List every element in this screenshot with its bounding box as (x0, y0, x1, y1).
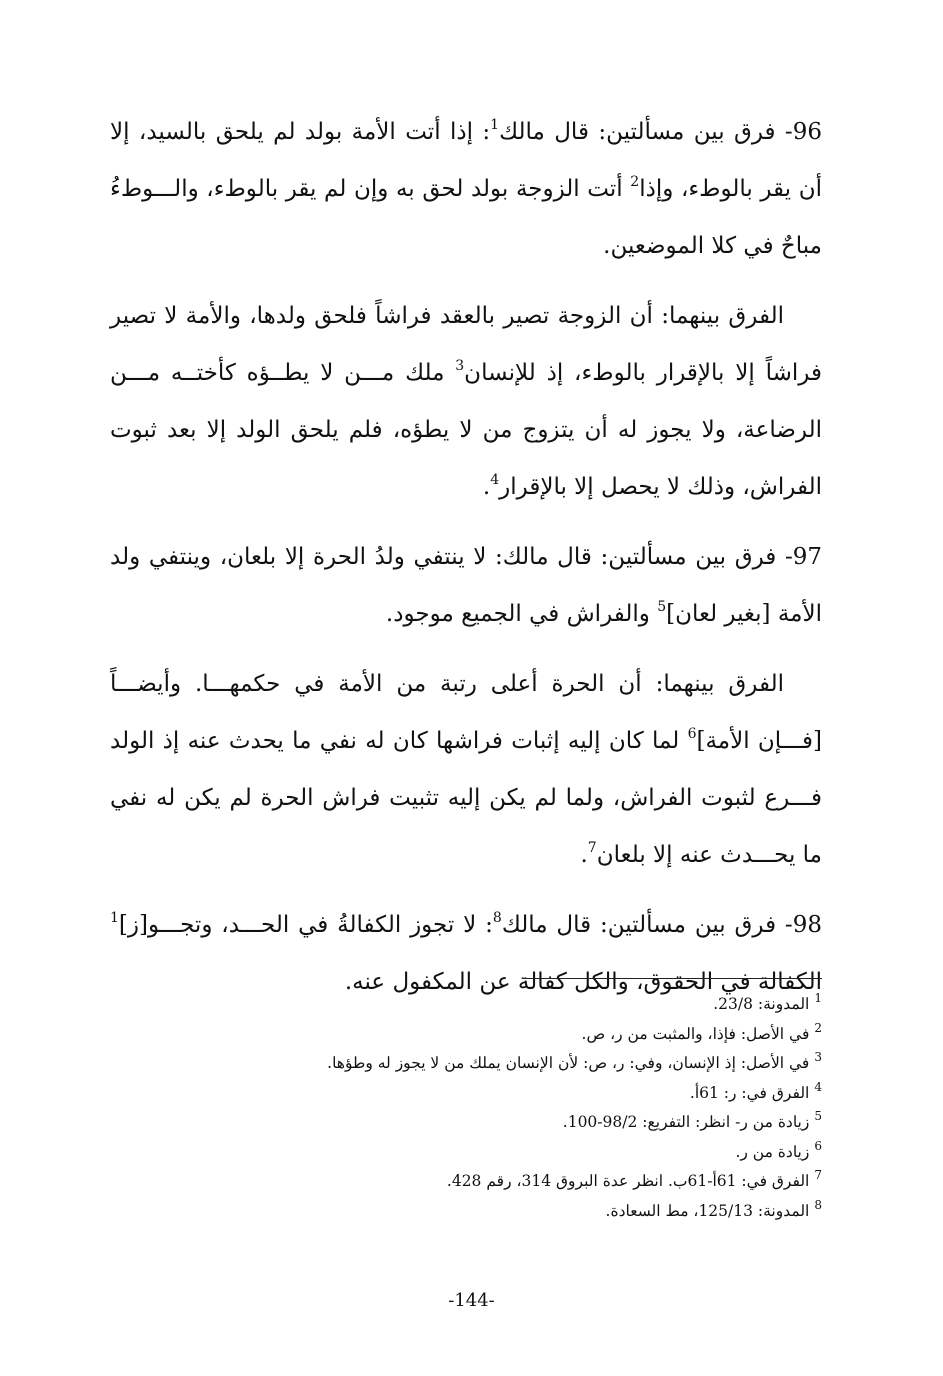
footnote-number: 6 (814, 1138, 822, 1153)
footnote-number: 3 (814, 1050, 822, 1064)
text-run: الفرق بينهما: أن الزوجة تصير بالعقد فراشاً فلحق ولدها، والأمة لا تصير فراشاً إلا بالإقرار بالوطء، إذ للإنسان (110, 303, 822, 386)
footnote-item (110, 1108, 822, 1138)
text-run: . (482, 474, 491, 500)
footnote-number: 1 (814, 991, 822, 1005)
footnote-item (110, 1197, 822, 1227)
footnote-text: في الأصل: إذ الإنسان، وفي: ر، ص: لأن الإنسان يملك من لا يجوز له وطؤها. (327, 1054, 810, 1072)
text-run: لما كان إليه إثبات فراشها كان له نفي ما يحدث عنه إذ الولد فـــرع لثبوت الفراش، ولما لم يكن إليه تثبيت فراش الحرة لم يكن له نفي ما يحـــدث عنه إلا بلعان (110, 728, 822, 868)
footnote-ref: 2 (630, 174, 640, 190)
page-number: -144- (448, 1290, 495, 1311)
footnote-ref: 1 (110, 910, 119, 926)
text-run: 96- فرق بين مسألتين: قال مالك (499, 119, 822, 145)
footnote-text: زيادة من ر. (735, 1142, 810, 1161)
footnote-ref: 1 (490, 117, 500, 133)
footnote-item (110, 1138, 822, 1168)
text-run: الفرق بينهما: أن الحرة أعلى رتبة من الأمة في حكمهـــا. وأيضـــاً [فـــإن الأمة] (110, 671, 822, 754)
footnote-item (110, 1079, 822, 1109)
footnote-text: زيادة من ر- انظر: التفريع: 98/2-100. (562, 1113, 810, 1131)
footnote-ref: 7 (587, 840, 597, 856)
text-run: الكفالة في الحقوق، والكل كفالة عن المكفول عنه. (344, 969, 822, 995)
text-run: ملك مـــن لا يطــؤه كأختــه مـــن الرضاعة، ولا يجوز له أن يتزوج من لا يطؤه، فلم يلحق الولد إلا بعد ثبوت الفراش، وذلك لا يحصل إلا بالإقرار (110, 360, 822, 500)
text-run: أتت الزوجة بولد لحق به وإن لم يقر بالوطء، والـــوطءُ مباحٌ في كلا الموضعين. (110, 176, 822, 259)
footnote-text: الفرق في: ر: 61أ. (689, 1083, 810, 1102)
footnote-item (110, 1020, 822, 1050)
footnote-text: المدونة: 125/13، مط السعادة. (605, 1201, 810, 1220)
text-run: والفراش في الجميع موجود. (385, 601, 658, 627)
footnote-number: 5 (814, 1109, 822, 1123)
paragraph-issue-96 (110, 104, 822, 275)
paragraph-difference-96 (110, 288, 822, 516)
main-text (110, 104, 822, 1024)
footnote-number: 4 (814, 1079, 822, 1094)
text-run: 97- فرق بين مسألتين: قال مالك: لا ينتفي ولدُ الحرة إلا بلعان، وينتفي ولد الأمة [بغير لعان] (110, 544, 822, 627)
footnote-text: المدونة: 23/8. (713, 995, 810, 1013)
footnote-item (110, 990, 822, 1020)
paragraph-issue-97 (110, 529, 822, 643)
footnote-ref: 4 (490, 472, 500, 488)
footnote-text: في الأصل: فإذا، والمثبت من ر، ص. (581, 1024, 810, 1043)
paragraph-difference-97 (110, 656, 822, 884)
footnote-ref: 8 (492, 910, 502, 926)
text-run: 98- فرق بين مسألتين: قال مالك (501, 912, 822, 938)
footnotes (110, 990, 822, 1226)
footnote-item (110, 1049, 822, 1079)
footnote-number: 7 (814, 1168, 822, 1182)
text-run: . (580, 842, 588, 868)
footnote-ref: 5 (657, 599, 667, 615)
footnote-text: الفرق في: 61أ-61ب. انظر عدة البروق 314، رقم 428. (446, 1172, 810, 1190)
footnote-item (110, 1167, 822, 1197)
footnote-ref: 6 (687, 726, 697, 742)
footnote-number: 8 (814, 1197, 822, 1212)
text-run: : لا تجوز الكفالةُ في الحـــد، وتجـــو[ز] (118, 912, 493, 938)
footnote-number: 2 (814, 1020, 822, 1035)
footnote-ref: 3 (455, 358, 465, 374)
footnote-separator (522, 978, 822, 979)
text-run: : إذا أتت الأمة بولد لم يلحق بالسيد، إلا أن يقر بالوطء، وإذا (110, 119, 822, 202)
